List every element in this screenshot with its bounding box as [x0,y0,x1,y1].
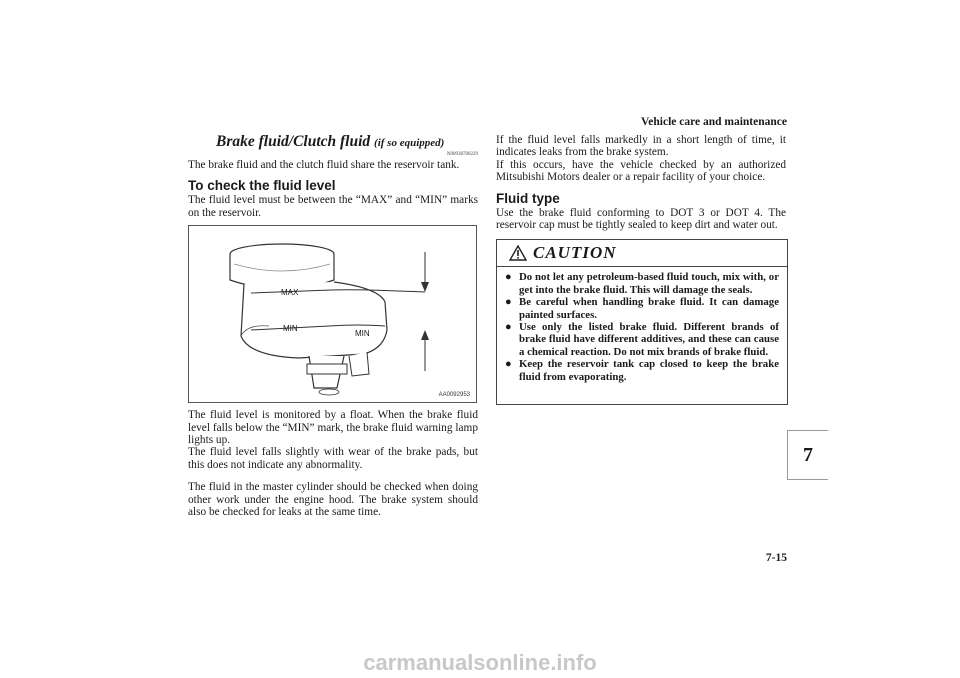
caution-item: ● Keep the reservoir tank cap closed to keep the brake fluid from evaporating. [505,358,779,383]
dealer-text: If this occurs, have the vehicle checked by an authorized Mitsubishi Motors dealer or a repair facility of your choice. [496,158,786,184]
reservoir-illustration [189,226,476,402]
caution-item: ● Use only the listed brake fluid. Different brands of brake fluid have different additives, and these can cause a chemical reaction. Do not mix brands of brake fluid. [505,321,779,358]
left-column [188,132,478,518]
right-column [496,134,786,405]
section-title-text: Brake fluid/Clutch fluid [216,133,371,150]
fluid-type-text: Use the brake fluid conforming to DOT 3 or DOT 4. The reservoir cap must be tightly sealed to keep dirt and water out. [496,206,786,232]
leak-text: If the fluid level falls markedly in a short length of time, it indicates leaks from the brake system. [496,134,786,159]
bullet-icon: ● [505,321,512,334]
label-min-right: MIN [355,329,370,339]
heading-fluid-type: Fluid type [496,190,560,206]
label-min: MIN [283,324,298,334]
float-text: The fluid level is monitored by a float. When the brake fluid level falls below the “MIN” mark, the brake fluid warning lamp lights up. [188,409,478,447]
running-header: Vehicle care and maintenance [641,116,787,128]
check-note-text: The fluid in the master cylinder should be checked when doing other work under the engine hood. The brake system should also be checked for leaks at the same time. [188,481,478,519]
caution-item: ● Be careful when handling brake fluid. It can damage painted surfaces. [505,296,779,321]
section-qualifier: (if so equipped) [374,137,445,149]
caution-header [497,240,787,267]
label-max: MAX [281,288,299,298]
section-code: N00938700229 [446,152,478,157]
intro-text: The brake fluid and the clutch fluid share the reservoir tank. [188,159,460,171]
caution-item: ● Do not let any petroleum-based fluid touch, mix with, or get into the brake fluid. This will damage the seals. [505,271,779,296]
caution-box [496,239,788,405]
page-number: 7-15 [765,552,787,564]
bullet-icon: ● [505,358,512,371]
wear-text: The fluid level falls slightly with wear of the brake pads, but this does not indicate any abnormality. [188,446,478,471]
chapter-tab: 7 [787,430,828,480]
figure-code: AA0092953 [438,392,470,399]
reservoir-figure [188,225,477,403]
watermark: carmanualsonline.info [363,650,597,675]
heading-check-fluid: To check the fluid level [188,178,336,194]
warning-triangle-icon [509,245,527,261]
bullet-icon: ● [505,271,512,284]
caution-list [497,267,787,383]
bullet-icon: ● [505,296,512,309]
check-text: The fluid level must be between the “MAX” and “MIN” marks on the reservoir. [188,194,478,219]
section-title [216,132,478,153]
caution-title: CAUTION [533,243,617,263]
